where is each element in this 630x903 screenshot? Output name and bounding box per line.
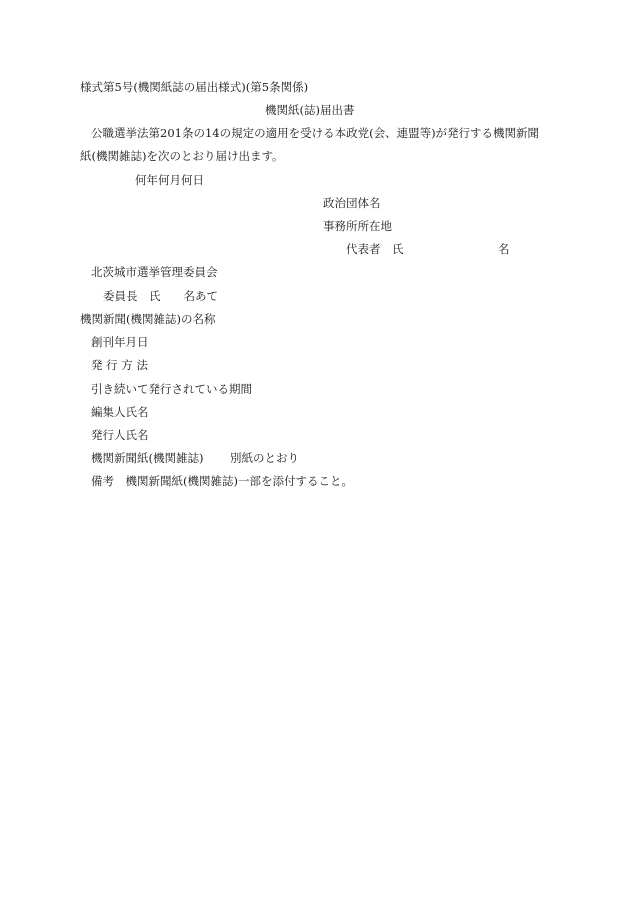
office-address-label: 事務所所在地: [323, 219, 392, 233]
publisher-name-label: 発行人氏名: [91, 428, 149, 442]
founding-date-label: 創刊年月日: [91, 335, 149, 349]
publication-method-label: 発 行 方 法: [91, 358, 148, 372]
recipient-chair: 委員長 氏 名あて: [103, 289, 218, 303]
body-text-line-1: 公職選挙法第201条の14の規定の適用を受ける本政党(会、連盟等)が発行する機関新聞: [91, 126, 540, 140]
representative-name-suffix: 名: [498, 242, 510, 256]
publication-name-label: 機関新聞(機関雑誌)の名称: [80, 312, 216, 326]
editor-name-label: 編集人氏名: [91, 405, 149, 419]
publication-value: 別紙のとおり: [230, 451, 299, 465]
document-title: 機関紙(誌)届出書: [265, 103, 355, 117]
continuous-period-label: 引き続いて発行されている期間: [91, 382, 252, 396]
remarks: 備考 機関新聞紙(機関雑誌)一部を添付すること。: [91, 474, 353, 488]
representative-label: 代表者 氏: [346, 242, 404, 256]
recipient-committee: 北茨城市選挙管理委員会: [91, 265, 218, 279]
date-field: 何年何月何日: [135, 173, 204, 187]
form-number: 様式第5号(機関紙誌の届出様式)(第5条関係): [80, 80, 309, 94]
party-name-label: 政治団体名: [323, 196, 381, 210]
publication-label: 機関新聞紙(機関雑誌): [91, 451, 204, 465]
body-text-line-2: 紙(機関雑誌)を次のとおり届け出ます。: [80, 149, 284, 163]
